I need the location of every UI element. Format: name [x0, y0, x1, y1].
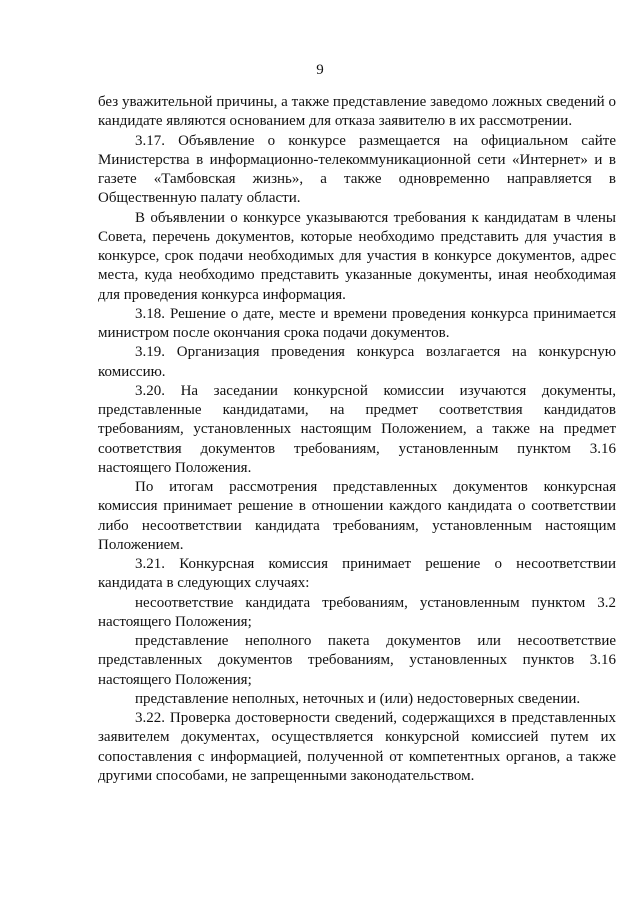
page-number: 9	[316, 62, 324, 78]
paragraph-announcement-requirements: В объявлении о конкурсе указываются требования к кандидатам в члены Совета, перечень документов, которые необходимо представить для участия в конкурсе, срок подачи необходимых для участия в конкурсе документов, адрес места, куда необходимо представить указанные документы, иная необходимая для проведения конкурса информация.	[98, 209, 616, 303]
paragraph-3-17: 3.17. Объявление о конкурсе размещается на официальном сайте Министерства в информационно-телекоммуникационной сети «Интернет» и в газете «Тамбовская жизнь», а также одновременно направляется в Общественную палату области.	[98, 132, 616, 207]
list-item-incomplete-package: представление неполного пакета документов или несоответствие представленных документов требованиям, установленных пунктов 3.16 настоящего Положения;	[98, 633, 616, 688]
list-item-noncompliance-3-2: несоответствие кандидата требованиям, установленным пунктом 3.2 настоящего Положения;	[98, 594, 616, 630]
paragraph-3-19: 3.19. Организация проведения конкурса возлагается на конкурсную комиссию.	[98, 344, 616, 380]
paragraph-3-18: 3.18. Решение о дате, месте и времени проведения конкурса принимается министром после окончания срока подачи документов.	[98, 305, 616, 341]
paragraph-3-21: 3.21. Конкурсная комиссия принимает решение о несоответствии кандидата в следующих случаях:	[98, 556, 616, 592]
body-text	[98, 93, 616, 786]
paragraph-continuation: без уважительной причины, а также представление заведомо ложных сведений о кандидате являются основанием для отказа заявителю в их рассмотрении.	[98, 94, 616, 130]
list-item-inaccurate-info: представление неполных, неточных и (или) недостоверных сведении.	[135, 690, 581, 707]
paragraph-review-results: По итогам рассмотрения представленных документов конкурсная комиссия принимает решение в отношении каждого кандидата о соответствии либо несоответствии кандидата требованиям, установленным настоящим Положением.	[98, 479, 616, 553]
paragraph-3-20: 3.20. На заседании конкурсной комиссии изучаются документы, представленные кандидатами, на предмет соответствия кандидатов требованиям, установленных настоящим Положением, а также на предмет соответствия документов требованиям, установленным пунктом 3.16 настоящего Положения.	[98, 382, 616, 476]
paragraph-3-22: 3.22. Проверка достоверности сведений, содержащихся в представленных заявителем документах, осуществляется конкурсной комиссией путем их сопоставления с информацией, полученной от компетентных органов, а также другими способами, не запрещенными законодательством.	[98, 710, 616, 784]
